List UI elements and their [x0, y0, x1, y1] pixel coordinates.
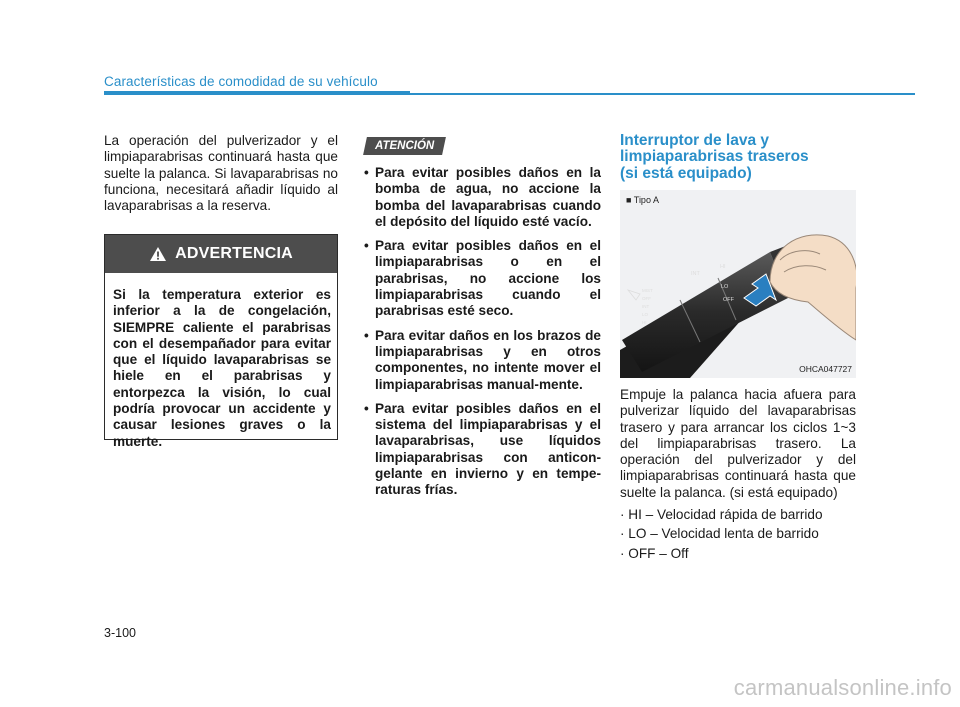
warning-box: [104, 234, 338, 449]
warning-title: ADVERTENCIA: [175, 245, 293, 262]
middle-column: [361, 136, 601, 507]
notice-list: [361, 165, 601, 499]
wiper-mode-item: · HI – Velocidad rápida de barrido: [620, 507, 823, 523]
stalk-label: LO: [642, 312, 649, 317]
right-column-body: [620, 387, 856, 565]
notice-item: • Para evitar posibles daños en la bomba de agua, no accione la bomba del lavaparabrisas cuando el depósito del líquido esté vacío.: [361, 165, 601, 230]
wiper-mode-list: [620, 507, 856, 562]
right-column-heading: [620, 133, 856, 182]
stalk-label: HI: [642, 320, 647, 325]
figure-code: OHCA047727: [799, 364, 852, 374]
warning-header: [105, 235, 337, 273]
notice-tag: [363, 137, 446, 155]
notice-item: • Para evitar posibles daños en el limpiaparabrisas o en el parabrisas, no accione los limpiaparabrisas cuando el parabrisas esté seco.: [361, 238, 601, 319]
stalk-label: LO: [721, 284, 729, 290]
wiper-stalk-figure: [620, 190, 856, 378]
left-column: [104, 133, 338, 214]
notice-title: ATENCIÓN: [375, 140, 435, 152]
section-heading-line-3: (si está equipado): [620, 164, 752, 182]
notice-item: • Para evitar posibles daños en el sistema del limpiaparabrisas y el lavaparabrisas, use líquidos limpiaparabrisas con anticon-gelante en invierno y en tempe-raturas frías.: [361, 401, 601, 499]
notice-item: • Para evitar daños en los brazos de limpiaparabrisas y en otros componentes, no intente mover el limpiaparabrisas manual-mente.: [361, 328, 601, 393]
section-heading-line-1: Interruptor de lava y: [620, 132, 770, 149]
stalk-label: OFF: [642, 296, 651, 301]
header-rule-thin: [410, 93, 915, 95]
rear-wiper-paragraph: Empuje la palanca hacia afuera para pulverizar líquido del lavaparabrisas trasero y para arrancar los ciclos 1~3 del limpiaparabrisas trasero. La operación del pulverizador y del limpiaparabrisas continuará hasta que suelte la palanca. (si está equipado): [620, 387, 856, 500]
page-number: 3-100: [104, 626, 136, 640]
section-header-title: Características de comodidad de su vehículo: [104, 74, 378, 89]
intro-paragraph: La operación del pulverizador y el limpiaparabrisas continuará hasta que suelte la palanca. Si lavaparabrisas no funciona, necesitará añadir líquido al lavaparabrisas a la reserva.: [104, 133, 338, 214]
wiper-stalk-illustration: [620, 190, 856, 378]
section-heading-line-2: limpiaparabrisas traseros: [620, 148, 809, 166]
header-rule-thick: [104, 91, 410, 95]
warning-text: Si la temperatura exterior es inferior a la de congelación, SIEMPRE caliente el parabrisas con el desempañador para evitar que el líquido lavaparabrisas se hiele en el parabrisas y entorpezca la visión, lo cual podría provocar un accidente y causar lesiones graves o la muerte.: [113, 287, 331, 449]
stalk-label: MIST: [642, 288, 653, 293]
wiper-mode-item: · LO – Velocidad lenta de barrido: [620, 526, 819, 542]
stalk-label: OFF: [723, 297, 734, 303]
wiper-mode-item: · OFF – Off: [620, 545, 689, 561]
stalk-label: INT: [642, 304, 650, 309]
warning-triangle-icon: [149, 246, 167, 262]
watermark: carmanualsonline.info: [733, 675, 952, 700]
figure-type-label: ■ Tipo A: [626, 195, 659, 205]
stalk-label: INT: [691, 271, 700, 277]
stalk-label: HI: [720, 264, 726, 270]
